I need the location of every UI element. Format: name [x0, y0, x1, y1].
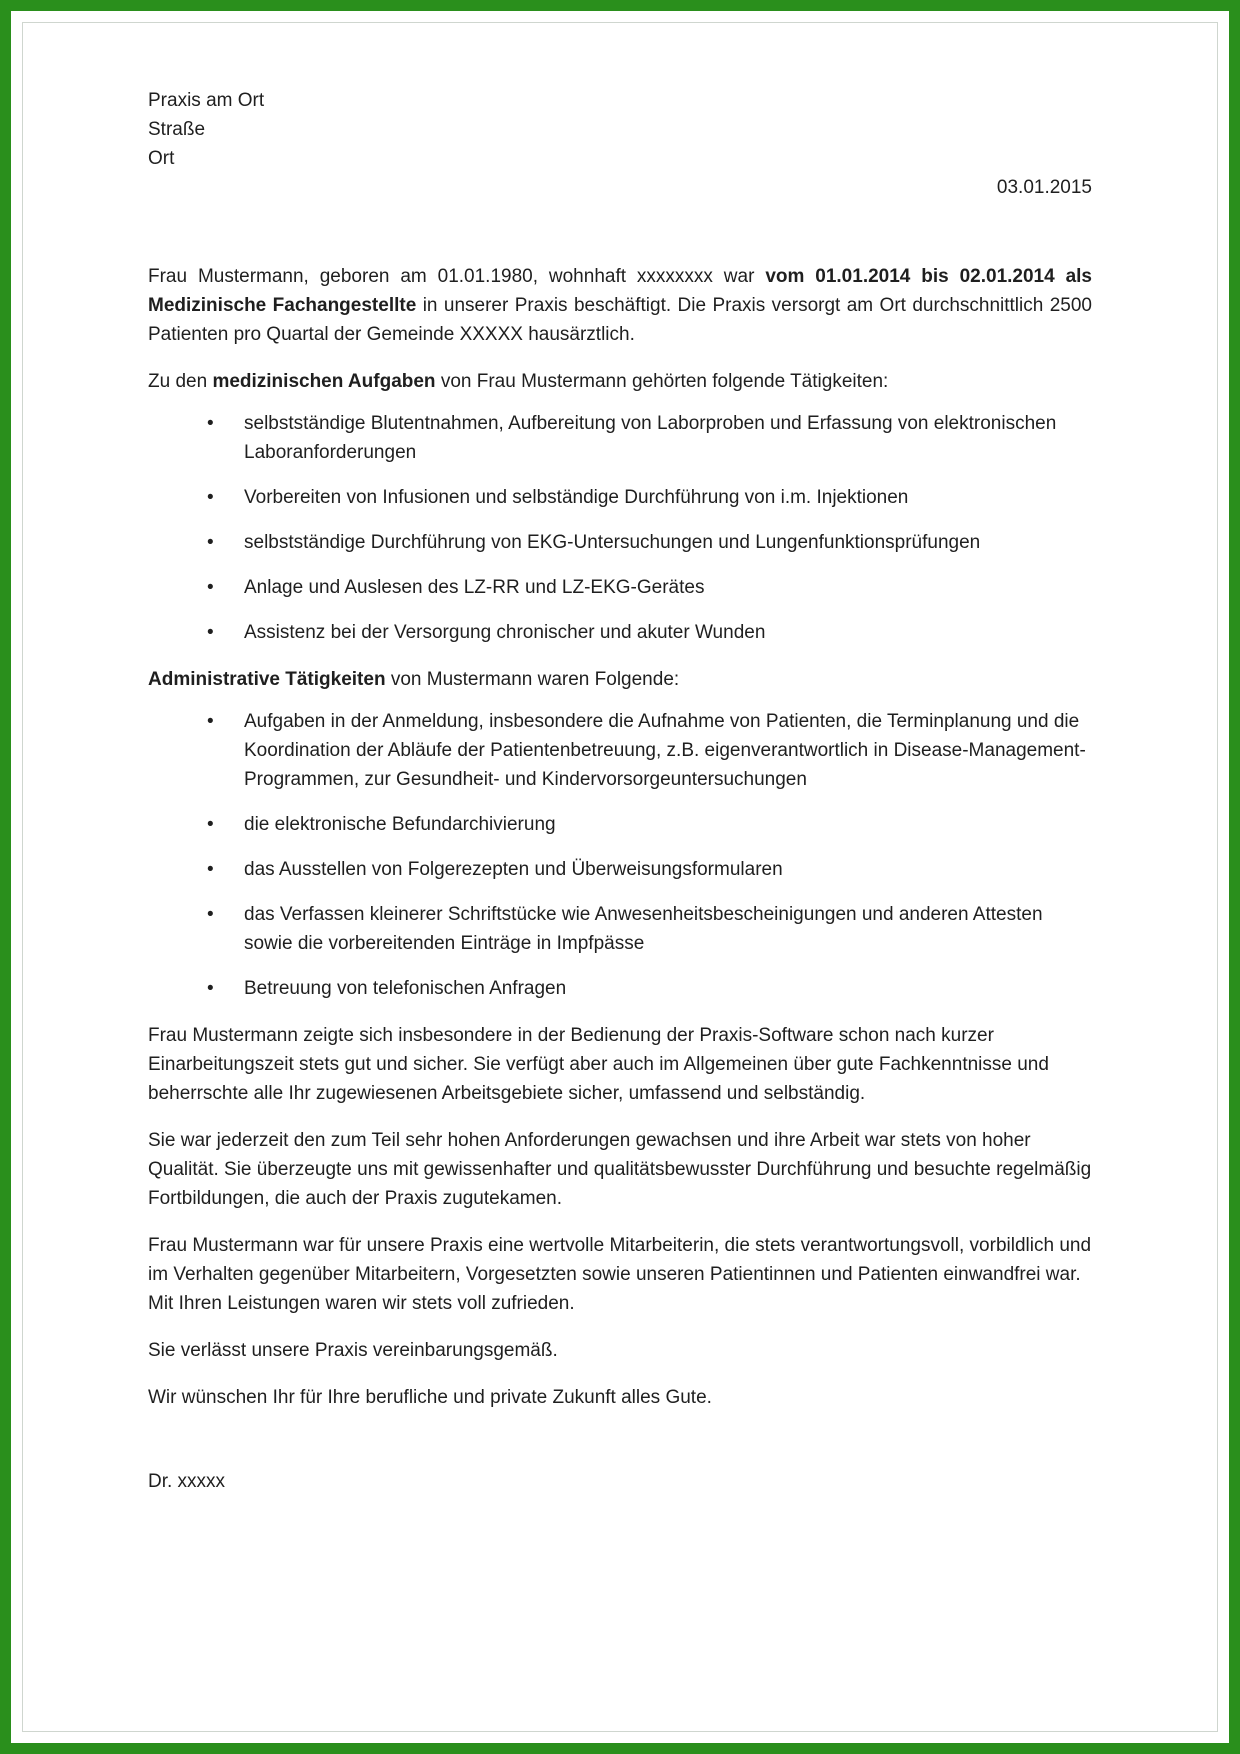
bullet-icon: • [207, 532, 214, 553]
admin-task-text: die elektronische Befundarchivierung [244, 814, 556, 835]
admin-heading-post: von Mustermann waren Folgende: [385, 669, 680, 690]
bullet-icon: • [207, 859, 214, 880]
signature: Dr. xxxxx [148, 1471, 226, 1492]
admin-task-text: Betreuung von telefonischen Anfragen [244, 978, 567, 999]
medical-heading-pre: Zu den [148, 371, 213, 392]
sender-practice-name: Praxis am Ort [148, 90, 265, 111]
medical-task-text: selbstständige Durchführung von EKG-Untersuchungen und Lungenfunktionsprüfungen [244, 532, 981, 553]
list-item [148, 409, 1092, 467]
admin-task-text: das Verfassen kleinerer Schriftstücke wie Anwesenheitsbescheinigungen und anderen Attesten sowie die vorbereitenden Einträge in Impfpässe [244, 904, 1043, 954]
letter-date: 03.01.2015 [996, 177, 1092, 198]
medical-tasks-heading [148, 367, 1092, 396]
bullet-icon: • [207, 577, 214, 598]
bullet-icon: • [207, 711, 214, 732]
sender-street: Straße [148, 119, 206, 140]
admin-heading-bold: Administrative Tätigkeiten [148, 669, 386, 690]
medical-task-text: Vorbereiten von Infusionen und selbständige Durchführung von i.m. Injektionen [244, 487, 909, 508]
list-item [148, 707, 1092, 794]
paragraph-conduct: Frau Mustermann war für unsere Praxis eine wertvolle Mitarbeiterin, die stets verantwortungsvoll, vorbildlich und im Verhalten gegenüber Mitarbeitern, Vorgesetzten sowie unseren Patientinnen und Patienten einwandfrei war. Mit Ihren Leistungen waren wir stets voll zufrieden. [148, 1235, 1092, 1314]
list-item [148, 974, 1092, 1003]
sender-city: Ort [148, 148, 175, 169]
bullet-icon: • [207, 413, 214, 434]
intro-text-start: Frau Mustermann, geboren am 01.01.1980, wohnhaft xxxxxxxx war [148, 266, 766, 287]
medical-tasks-list [148, 409, 1092, 647]
list-item [148, 483, 1092, 512]
bullet-icon: • [207, 622, 214, 643]
intro-text-end: in unserer Praxis beschäftigt. Die Praxis versorgt am Ort durchschnittlich 2500 Patienten pro Quartal der Gemeinde XXXXX hausärztlich. [148, 295, 1092, 345]
medical-heading-post: von Frau Mustermann gehörten folgende Tätigkeiten: [435, 371, 889, 392]
list-item [148, 573, 1092, 602]
list-item [148, 855, 1092, 884]
medical-task-text: Assistenz bei der Versorgung chronischer und akuter Wunden [244, 622, 766, 643]
bullet-icon: • [207, 978, 214, 999]
medical-task-text: selbstständige Blutentnahmen, Aufbereitung von Laborproben und Erfassung von elektronischen Laboranforderungen [244, 413, 1057, 463]
paragraph-software-skills: Frau Mustermann zeigte sich insbesondere in der Bedienung der Praxis-Software schon nach kurzer Einarbeitungszeit stets gut und sicher. Sie verfügt aber auch im Allgemeinen über gute Fachkenntnisse und beherrschte alle Ihr zugewiesenen Arbeitsgebiete sicher, umfassend und selbständig. [148, 1025, 1049, 1104]
paragraph-quality: Sie war jederzeit den zum Teil sehr hohen Anforderungen gewachsen und ihre Arbeit war stets von hoher Qualität. Sie überzeugte uns mit gewissenhafter und qualitätsbewusster Durchführung und besuchte regelmäßig Fortbildungen, die auch der Praxis zugutekamen. [148, 1130, 1092, 1209]
bullet-icon: • [207, 487, 214, 508]
admin-task-text: das Ausstellen von Folgerezepten und Überweisungsformularen [244, 859, 783, 880]
bullet-icon: • [207, 814, 214, 835]
admin-tasks-heading [148, 665, 1092, 694]
paragraph-departure: Sie verlässt unsere Praxis vereinbarungsgemäß. [148, 1340, 558, 1361]
intro-employment-period: vom 01.01.2014 bis 02.01.2014 als Medizinische Fachangestellte [148, 266, 1092, 316]
paragraph-wishes: Wir wünschen Ihr für Ihre berufliche und private Zukunft alles Gute. [148, 1387, 712, 1408]
bullet-icon: • [207, 904, 214, 925]
list-item [148, 810, 1092, 839]
list-item [148, 528, 1092, 557]
medical-heading-bold: medizinischen Aufgaben [212, 371, 436, 392]
list-item [148, 618, 1092, 647]
sender-address [148, 86, 1092, 173]
intro-paragraph [148, 262, 1092, 349]
reference-letter [148, 86, 1092, 1496]
medical-task-text: Anlage und Auslesen des LZ-RR und LZ-EKG-Gerätes [244, 577, 705, 598]
admin-task-text: Aufgaben in der Anmeldung, insbesondere die Aufnahme von Patienten, die Terminplanung und die Koordination der Abläufe der Patientenbetreuung, z.B. eigenverantwortlich in Disease-Management-Programmen, zur Gesundheit- und Kindervorsorgeuntersuchungen [244, 711, 1086, 790]
admin-tasks-list [148, 707, 1092, 1003]
list-item [148, 900, 1092, 958]
